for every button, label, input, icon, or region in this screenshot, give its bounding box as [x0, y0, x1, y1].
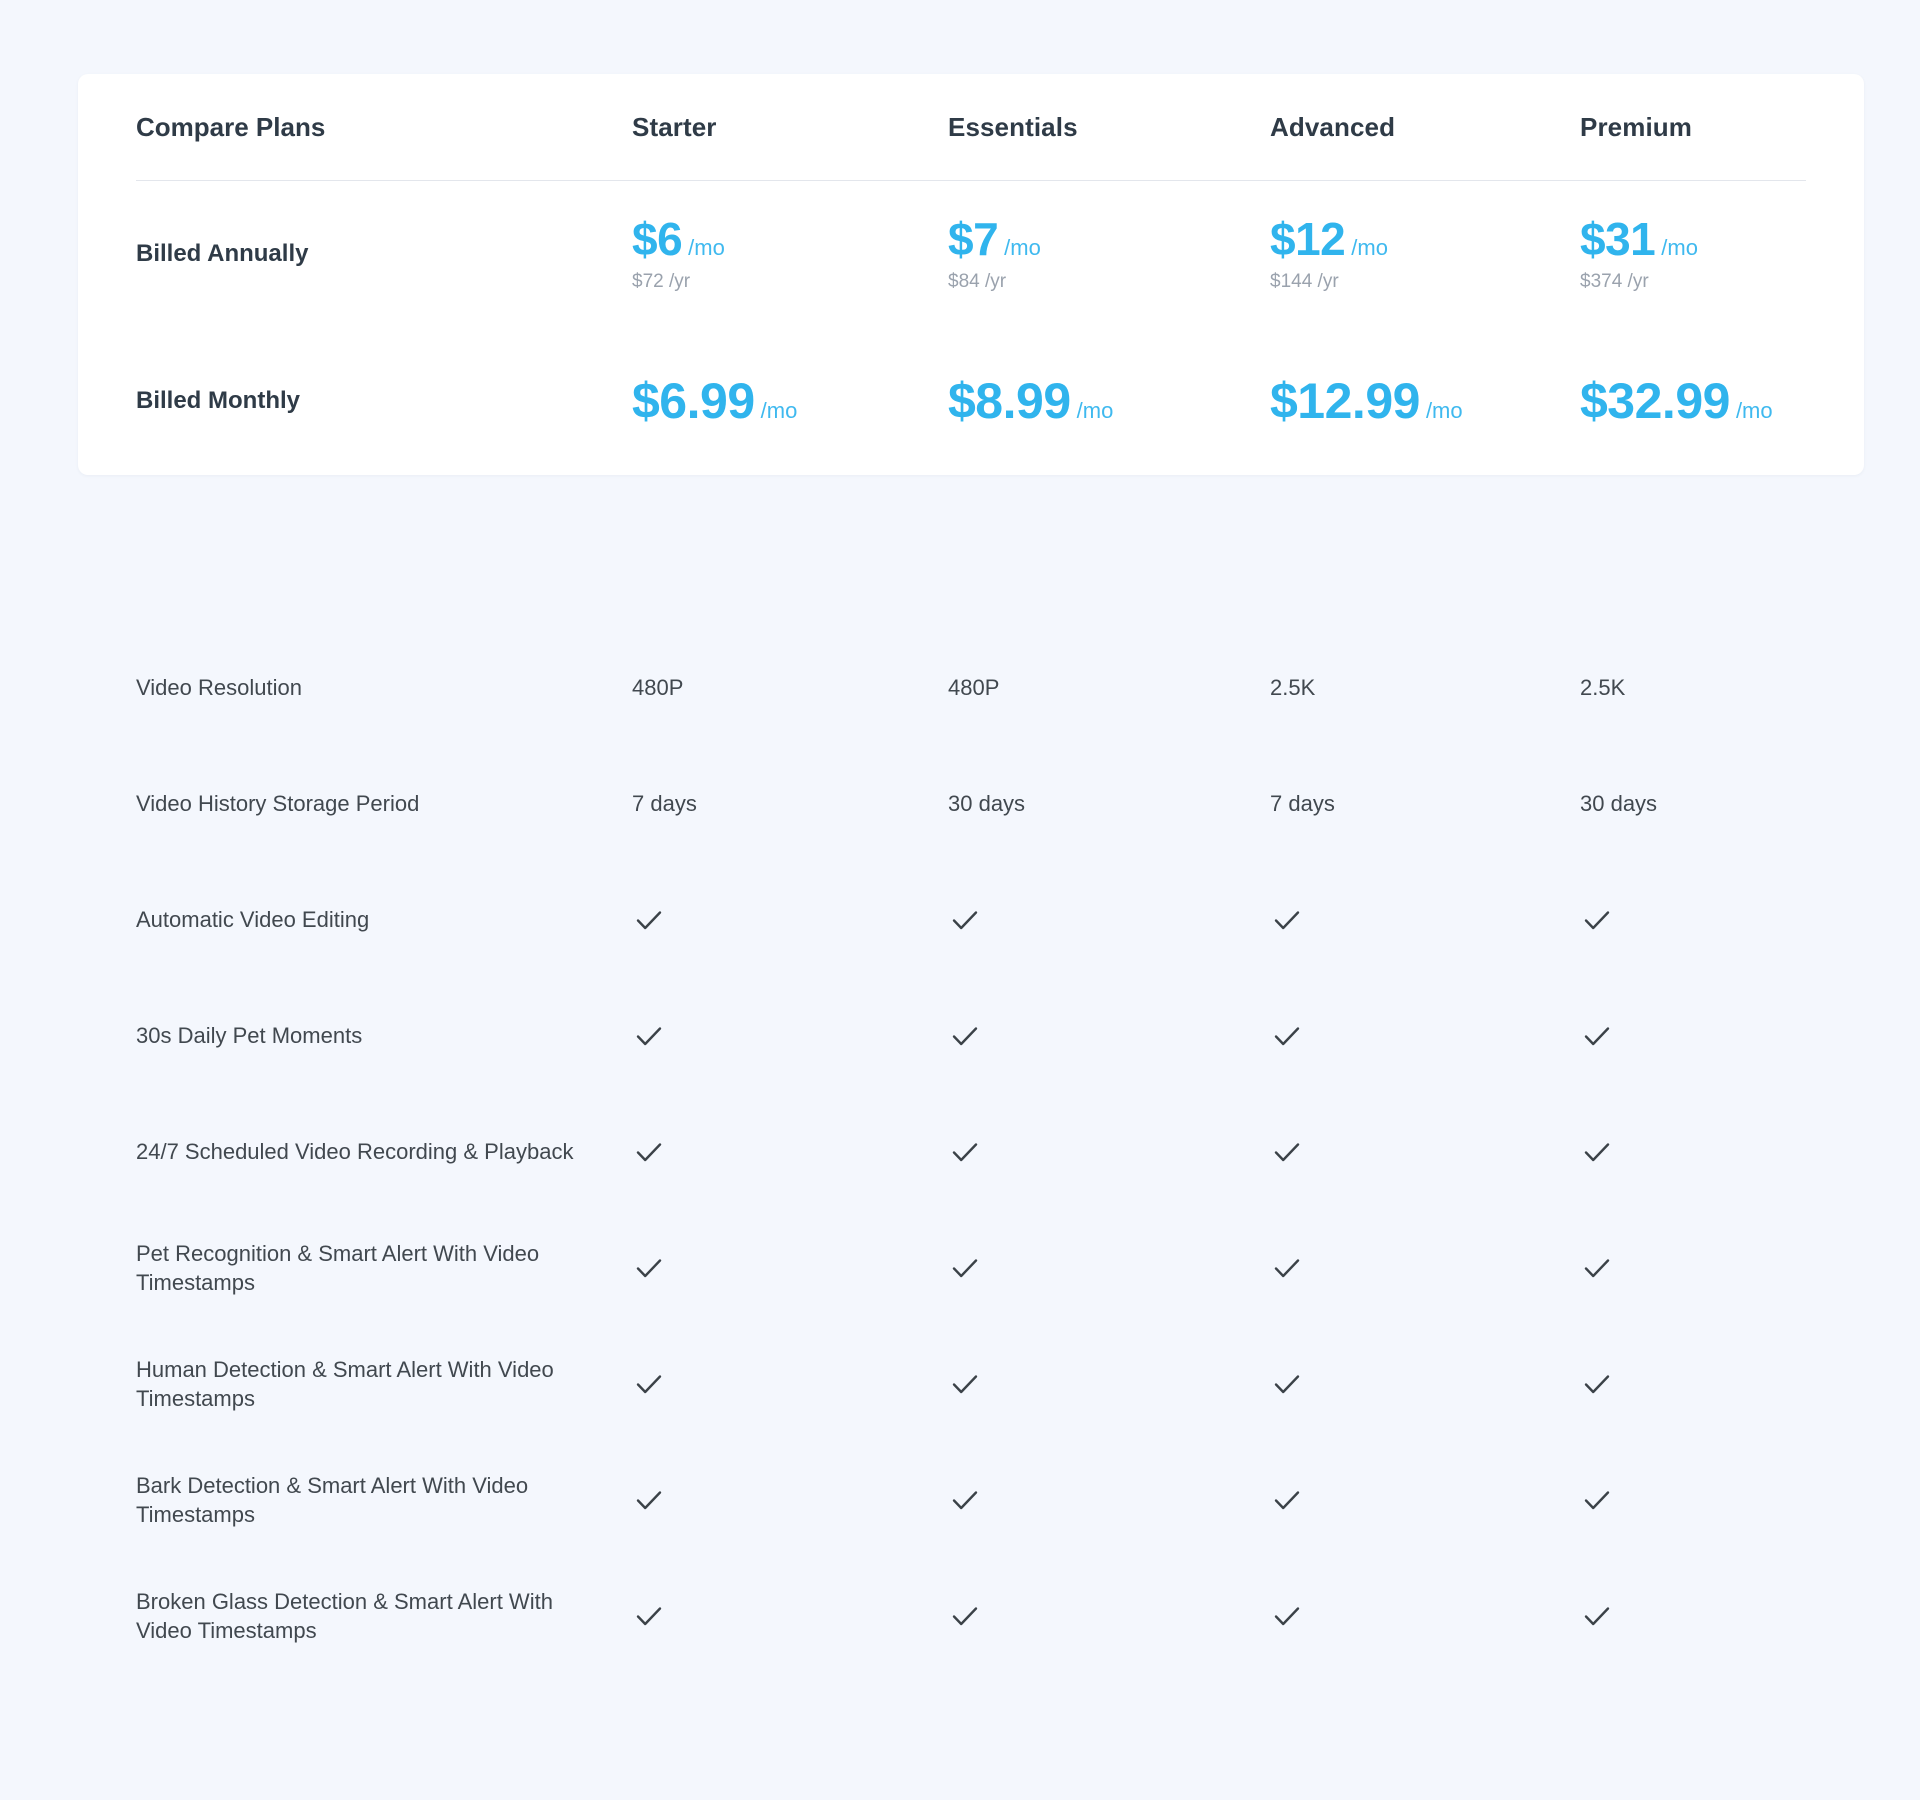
table-row	[78, 1094, 1864, 1210]
check-icon	[948, 1483, 1270, 1517]
check-icon	[1270, 1367, 1580, 1401]
price-amount: $31	[1580, 213, 1656, 266]
price-period: /mo	[1735, 397, 1773, 423]
check-icon	[1580, 1019, 1920, 1053]
price-monthly-advanced	[1270, 372, 1580, 429]
feature-comparison-list	[78, 630, 1864, 1674]
price-monthly-starter	[632, 372, 948, 429]
price-monthly-premium	[1580, 372, 1920, 429]
billed-monthly-row	[78, 327, 1864, 475]
price-amount: $12.99	[1270, 372, 1420, 429]
plans-header-row	[78, 74, 1864, 180]
check-icon	[948, 1367, 1270, 1401]
check-icon	[1580, 1251, 1920, 1285]
price-period: /mo	[1351, 235, 1388, 261]
feature-label: Human Detection & Smart Alert With Video Timestamps	[136, 1356, 554, 1411]
price-period: /mo	[688, 235, 725, 261]
price-period: /mo	[1661, 235, 1698, 261]
check-icon	[1580, 903, 1920, 937]
price-amount: $12	[1270, 213, 1346, 266]
feature-label: Video History Storage Period	[136, 791, 420, 817]
plan-header-premium: Premium	[1580, 111, 1692, 142]
check-icon	[1270, 1019, 1580, 1053]
feature-value: 2.5K	[1580, 675, 1626, 700]
check-icon	[1580, 1135, 1920, 1169]
feature-value: 2.5K	[1270, 675, 1316, 700]
check-icon	[632, 1251, 948, 1285]
check-icon	[1270, 903, 1580, 937]
price-yearly: $374 /yr	[1580, 270, 1649, 292]
plan-header-advanced: Advanced	[1270, 111, 1396, 142]
billed-monthly-label: Billed Monthly	[136, 387, 300, 414]
price-amount: $6	[632, 213, 683, 266]
table-row	[78, 978, 1864, 1094]
table-row	[78, 630, 1864, 746]
price-amount: $6.99	[632, 372, 755, 429]
price-yearly: $84 /yr	[948, 270, 1007, 292]
check-icon	[1270, 1135, 1580, 1169]
feature-value: 7 days	[632, 791, 697, 816]
check-icon	[632, 1135, 948, 1169]
feature-label: Automatic Video Editing	[136, 907, 370, 933]
table-row	[78, 746, 1864, 862]
table-row	[78, 1558, 1864, 1674]
price-annual-essentials	[948, 215, 1270, 292]
price-amount: $32.99	[1580, 372, 1730, 429]
feature-label: 24/7 Scheduled Video Recording & Playback	[136, 1139, 574, 1165]
price-yearly: $72 /yr	[632, 270, 691, 292]
check-icon	[1580, 1367, 1920, 1401]
feature-label: Pet Recognition & Smart Alert With Video Timestamps	[136, 1240, 540, 1295]
plan-header-starter: Starter	[632, 111, 717, 142]
table-row	[78, 1210, 1864, 1326]
check-icon	[632, 1483, 948, 1517]
check-icon	[948, 1135, 1270, 1169]
table-row	[78, 1326, 1864, 1442]
price-annual-starter	[632, 215, 948, 292]
check-icon	[1270, 1599, 1580, 1633]
feature-label: Broken Glass Detection & Smart Alert With Video Timestamps	[136, 1588, 553, 1643]
feature-value: 30 days	[948, 791, 1026, 816]
price-period: /mo	[1425, 397, 1463, 423]
feature-value: 7 days	[1270, 791, 1335, 816]
price-amount: $7	[948, 213, 999, 266]
check-icon	[632, 1599, 948, 1633]
check-icon	[632, 903, 948, 937]
billed-annually-row	[78, 181, 1864, 327]
price-period: /mo	[1076, 397, 1114, 423]
check-icon	[948, 1599, 1270, 1633]
price-amount: $8.99	[948, 372, 1071, 429]
check-icon	[632, 1367, 948, 1401]
feature-value: 480P	[632, 675, 684, 700]
price-period: /mo	[760, 397, 798, 423]
check-icon	[948, 903, 1270, 937]
plans-pricing-card	[78, 74, 1864, 475]
price-yearly: $144 /yr	[1270, 270, 1339, 292]
plan-header-essentials: Essentials	[948, 111, 1078, 142]
feature-label: 30s Daily Pet Moments	[136, 1023, 363, 1049]
check-icon	[1580, 1599, 1920, 1633]
feature-value: 480P	[948, 675, 1000, 700]
price-period: /mo	[1004, 235, 1041, 261]
price-annual-advanced	[1270, 215, 1580, 292]
billed-annually-label: Billed Annually	[136, 240, 309, 267]
table-row	[78, 1442, 1864, 1558]
price-annual-premium	[1580, 215, 1920, 292]
page-title: Compare Plans	[136, 111, 326, 142]
feature-label: Video Resolution	[136, 675, 302, 701]
check-icon	[1270, 1251, 1580, 1285]
check-icon	[1270, 1483, 1580, 1517]
check-icon	[948, 1251, 1270, 1285]
feature-value: 30 days	[1580, 791, 1658, 816]
check-icon	[1580, 1483, 1920, 1517]
price-monthly-essentials	[948, 372, 1270, 429]
check-icon	[632, 1019, 948, 1053]
check-icon	[948, 1019, 1270, 1053]
table-row	[78, 862, 1864, 978]
feature-label: Bark Detection & Smart Alert With Video Timestamps	[136, 1472, 529, 1527]
